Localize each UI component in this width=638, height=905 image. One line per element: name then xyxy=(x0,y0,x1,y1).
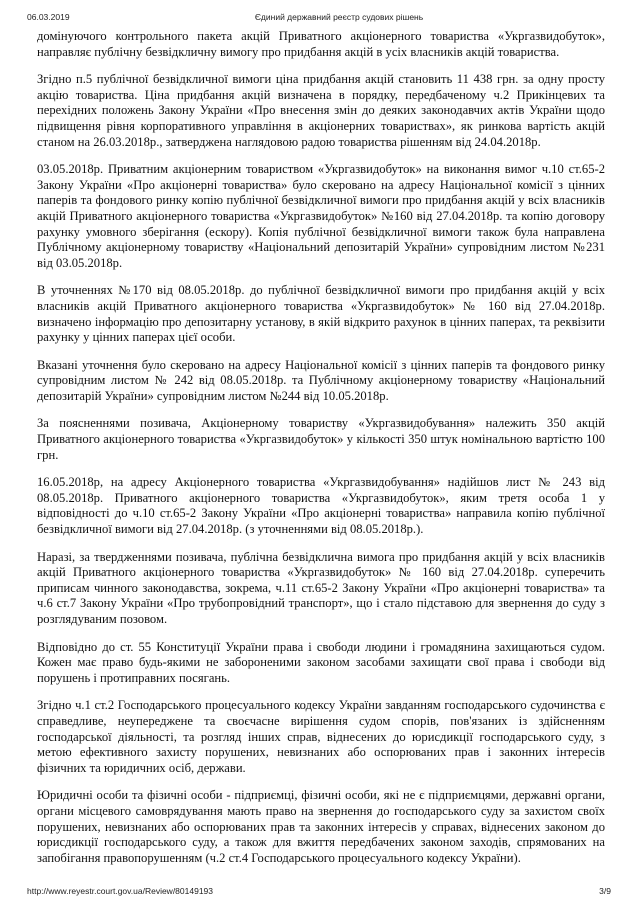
paragraph: домінуючого контрольного пакета акцій Приватного акціонерного товариства «Укргазвидобуток», направляє публічну безвідкличну вимогу про придбання акцій в усіх власників акцій товариства. xyxy=(37,29,605,59)
page-number: 3/9 xyxy=(599,886,611,896)
paragraph: Відповідно до ст. 55 Конституції України права і свободи людини і громадянина захищаються судом. Кожен має право будь-якими не забороненими законом засобами захищати свої права і свободи від порушень і протиправних посягань. xyxy=(37,639,605,685)
paragraph: 16.05.2018р, на адресу Акціонерного товариства «Укргазвидобування» надійшов лист № 243 від 08.05.2018р. Приватного акціонерного товариства «Укргазвидобуток», яким третя особа 1 у відповідності до ч.10 ст.65-2 Закону України «Про акціонерні товариства» направила копію публічної безвідкличної вимоги від 27.04.2018р. (з уточненнями від 08.05.2018р.). xyxy=(37,475,605,537)
paragraph: Юридичні особи та фізичні особи - підприємці, фізичні особи, які не є підприємцями, державні органи, органи місцевого самоврядування мають право на звернення до господарського суду за захистом своїх порушених, невизнаних або оспорюваних прав та законних інтересів у справах, віднесених законом до юрисдикції господарського суду, а також для вжиття передбачених законом заходів, спрямованих на запобігання правопорушенням (ч.2 ст.4 Господарського процесуального кодексу України). xyxy=(37,788,605,865)
paragraph: Вказані уточнення було скеровано на адресу Національної комісії з цінних паперів та фондового ринку супровідним листом № 242 від 08.05.2018р. та Публічному акціонерному товариству «Національний депозитарій України» супровідним листом №244 від 10.05.2018р. xyxy=(37,357,605,403)
page-header xyxy=(0,12,638,26)
paragraph: Згідно ч.1 ст.2 Господарського процесуального кодексу України завданням господарського судочинства є справедливе, неупереджене та своєчасне вирішення судом спорів, пов'язаних із здійсненням господарської діяльності, та розгляд інших справ, віднесених до юрисдикції господарського суду, з метою ефективного захисту порушених, невизнаних або оспорюваних прав і законних інтересів фізичних та юридичних осіб, держави. xyxy=(37,698,605,775)
paragraph: Наразі, за твердженнями позивача, публічна безвідклична вимога про придбання акцій у всіх власників акцій Приватного акціонерного товариства «Укргазвидобуток» № 160 від 27.04.2018р. суперечить приписам чинного законодавства, зокрема, ч.11 ст.65-2 Закону України «Про акціонерні товариства» та ч.6 ст.7 Закону України «Про трубопровідний транспорт», що і стало підставою для звернення до суду з розглядуваним позовом. xyxy=(37,549,605,626)
paragraph: Згідно п.5 публічної безвідкличної вимоги ціна придбання акцій становить 11 438 грн. за одну просту акцію товариства. Ціна придбання акцій визначена в порядку, передбаченому ч.2 Прикінцевих та перехідних положень Закону України «Про внесення змін до деяких законодавчих актів України щодо підвищення рівня корпоративного управління в акціонерних товариствах», як ринкова вартість акцій станом на 26.03.2018р., затверджена наглядовою радою товариства рішенням від 24.04.2018р. xyxy=(37,72,605,149)
paragraph: 03.05.2018р. Приватним акціонерним товариством «Укргазвидобуток» на виконання вимог ч.10 ст.65-2 Закону України «Про акціонерні товариства» було скеровано на адресу Національної комісії з цінних паперів та фондового ринку копію публічної безвідкличної вимоги про придбання акцій у всіх власників акцій Приватного акціонерного товариства «Укргазвидобуток» №160 від 27.04.2018р. та копію договору рахунку умовного зберігання (ескору). Копія публічної безвідкличної вимоги також була направлена Публічному акціонерному товариству «Національний депозитарій України» супровідним листом №231 від 03.05.2018р. xyxy=(37,162,605,270)
print-date: 06.03.2019 xyxy=(27,12,70,22)
paragraph: За поясненнями позивача, Акціонерному товариству «Укргазвидобування» належить 350 акцій Приватного акціонерного товариства «Укргазвидобуток» у кількості 350 штук номінальною вартістю 100 грн. xyxy=(37,416,605,462)
registry-title: Єдиний державний реєстр судових рішень xyxy=(254,12,424,22)
page-footer xyxy=(0,886,638,900)
paragraph: В уточненнях №170 від 08.05.2018р. до публічної безвідкличної вимоги про придбання акцій у всіх власників акцій Приватного акціонерного товариства «Укргазвидобуток» № 160 від 27.04.2018р. визначено інформацію про депозитарну установу, в якій відкрито рахунок в цінних паперах, та реквізити рахунку у цінних паперах цієї особи. xyxy=(37,283,605,345)
document-body xyxy=(37,29,605,878)
source-url: http://www.reyestr.court.gov.ua/Review/80149193 xyxy=(27,886,213,896)
